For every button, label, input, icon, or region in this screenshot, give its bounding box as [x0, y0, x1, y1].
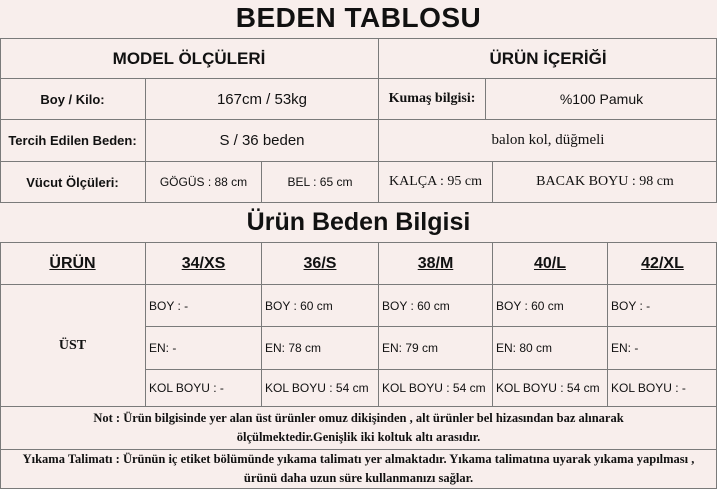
measurement-cell: KOL BOYU : - [611, 381, 686, 395]
measurement-cell: BOY : - [611, 298, 651, 313]
fabric-value: %100 Pamuk [559, 91, 644, 107]
height-weight-value: 167cm / 53kg [216, 90, 308, 108]
measurement-cell: KOL BOYU : - [149, 381, 224, 395]
measurement-cell: EN: - [149, 341, 177, 355]
page-title: BEDEN TABLOSU [235, 2, 482, 33]
product-column-header: ÜRÜN [49, 254, 96, 272]
size-header-38-m: 38/M [417, 254, 454, 272]
size-header-34-xs: 34/XS [181, 254, 226, 272]
preferred-size-value: S / 36 beden [219, 132, 305, 149]
measurement-cell: BOY : - [149, 298, 189, 313]
measurement-note: Not : Ürün bilgisinde yer alan üst ürünler omuz dikişinden , alt ürünler bel hizasından baz alınarak ölçülmektedir.Genişlik iki koltuk altı arasıdır. [93, 411, 624, 444]
chest-measurement: GÖGÜS : 88 cm [159, 175, 248, 189]
measurement-cell: EN: 78 cm [265, 341, 322, 355]
measurement-cell: EN: 79 cm [382, 341, 439, 355]
size-info-title: Ürün Beden Bilgisi [246, 208, 471, 236]
height-weight-label: Boy / Kilo: [40, 91, 105, 107]
measurement-cell: EN: 80 cm [496, 341, 553, 355]
top-garment-label: ÜST [58, 337, 87, 353]
hip-measurement: KALÇA : 95 cm [389, 174, 482, 189]
fabric-label: Kumaş bilgisi: [388, 91, 476, 106]
measurement-cell: BOY : 60 cm [496, 298, 564, 313]
measurement-cell: EN: - [611, 341, 639, 355]
measurement-cell: BOY : 60 cm [382, 298, 450, 313]
measurement-cell: BOY : 60 cm [265, 298, 333, 313]
size-header-36-s: 36/S [303, 254, 337, 272]
measurement-cell: KOL BOYU : 54 cm [265, 381, 369, 395]
size-header-40-l: 40/L [533, 254, 566, 272]
product-detail: balon kol, düğmeli [491, 132, 605, 148]
body-measurements-label: Vücut Ölçüleri: [26, 174, 119, 190]
size-header-42-xl: 42/XL [641, 254, 684, 272]
model-measurements-header: MODEL ÖLÇÜLERİ [112, 48, 266, 68]
waist-measurement: BEL : 65 cm [287, 175, 353, 189]
measurement-cell: KOL BOYU : 54 cm [382, 381, 486, 395]
preferred-size-label: Tercih Edilen Beden: [8, 133, 137, 148]
product-content-header: ÜRÜN İÇERİĞİ [489, 48, 607, 68]
measurement-cell: KOL BOYU : 54 cm [496, 381, 600, 395]
washing-instructions: Yıkama Talimatı : Ürünün iç etiket bölümünde yıkama talimatı yer almaktadır. Yıkama talimatına uyarak yıkama yapılması , ürünü daha uzun süre kullanmanızı sağlar. [22, 452, 695, 485]
leg-length-measurement: BACAK BOYU : 98 cm [536, 174, 674, 189]
